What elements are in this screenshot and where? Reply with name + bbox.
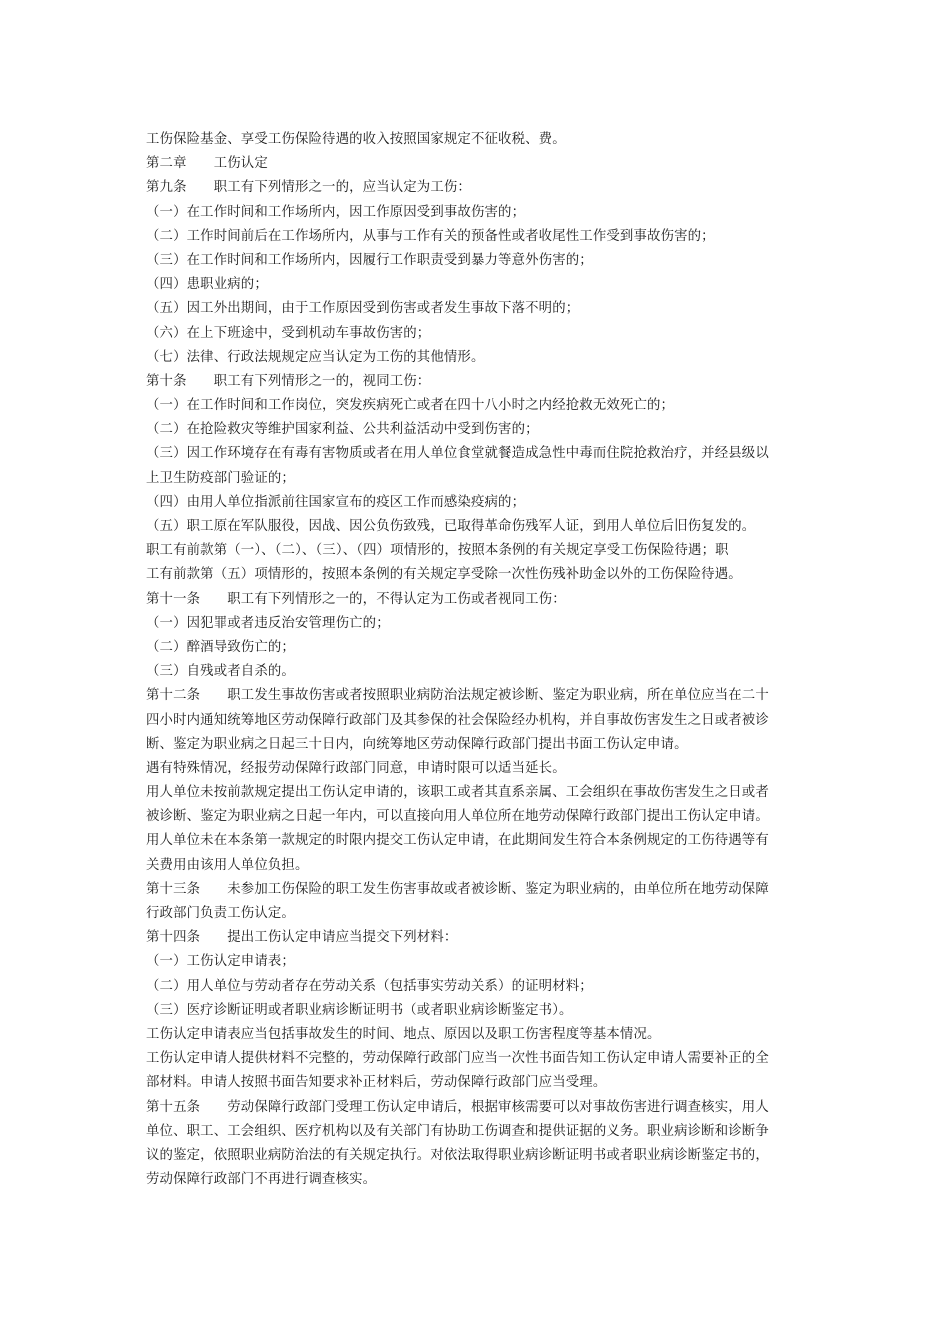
text-line: （二）在抢险救灾等维护国家利益、公共利益活动中受到伤害的； — [146, 422, 539, 438]
text-line: （三）在工作时间和工作场所内，因履行工作职责受到暴力等意外伤害的； — [146, 252, 593, 268]
text-line: 第十五条 劳动保障行政部门受理工伤认定申请后，根据审核需要可以对事故伤害进行调查核实，用人 — [146, 1099, 769, 1115]
text-line: （六）在上下班途中，受到机动车事故伤害的； — [146, 325, 431, 341]
text-line: 行政部门负责工伤认定。 — [146, 906, 295, 921]
text-line: 劳动保障行政部门不再进行调查核实。 — [146, 1172, 377, 1188]
text-line: 用人单位未在本条第一款规定的时限内提交工伤认定申请，在此期间发生符合本条例规定的工伤待遇等有 — [146, 833, 769, 849]
text-line: （二）用人单位与劳动者存在劳动关系（包括事实劳动关系）的证明材料； — [146, 978, 593, 994]
text-line: 部材料。申请人按照书面告知要求补正材料后，劳动保障行政部门应当受理。 — [146, 1075, 607, 1091]
text-line: 第二章 工伤认定 — [146, 156, 268, 172]
document-body — [146, 128, 810, 1192]
text-line: 第十条 职工有下列情形之一的，视同工伤： — [146, 373, 431, 389]
text-line: 第十一条 职工有下列情形之一的，不得认定为工伤或者视同工伤： — [146, 591, 566, 607]
text-line: 第十二条 职工发生事故伤害或者按照职业病防治法规定被诊断、鉴定为职业病，所在单位应当在二十 — [146, 688, 769, 704]
text-line: （一）在工作时间和工作岗位，突发疾病死亡或者在四十八小时之内经抢救无效死亡的； — [146, 398, 675, 414]
text-line: 上卫生防疫部门验证的； — [146, 470, 295, 486]
text-line: （一）工伤认定申请表； — [146, 954, 295, 970]
text-line: （三）因工作环境存在有毒有害物质或者在用人单位食堂就餐造成急性中毒而住院抢救治疗，并经县级以 — [146, 446, 769, 462]
text-line: 第十四条 提出工伤认定申请应当提交下列材料： — [146, 930, 458, 946]
text-line: 遇有特殊情况，经报劳动保障行政部门同意，申请时限可以适当延长。 — [146, 760, 566, 776]
text-line: （七）法律、行政法规规定应当认定为工伤的其他情形。 — [146, 349, 485, 365]
text-line: （五）因工外出期间，由于工作原因受到伤害或者发生事故下落不明的； — [146, 301, 580, 317]
text-line: 工伤认定申请人提供材料不完整的，劳动保障行政部门应当一次性书面告知工伤认定申请人需要补正的全 — [146, 1051, 769, 1067]
text-line: 被诊断、鉴定为职业病之日起一年内，可以直接向用人单位所在地劳动保障行政部门提出工伤认定申请。 — [146, 809, 769, 825]
text-line: 用人单位未按前款规定提出工伤认定申请的，该职工或者其直系亲属、工会组织在事故伤害发生之日或者 — [146, 785, 769, 801]
text-line: （三）自残或者自杀的。 — [146, 664, 295, 680]
text-line: 工有前款第（五）项情形的，按照本条例的有关规定享受除一次性伤残补助金以外的工伤保险待遇。 — [146, 567, 742, 583]
text-line: （二）醉酒导致伤亡的； — [146, 639, 295, 655]
text-line: （四）患职业病的； — [146, 277, 268, 293]
text-line: （四）由用人单位指派前往国家宣布的疫区工作而感染疫病的； — [146, 494, 526, 510]
text-line: （三）医疗诊断证明或者职业病诊断证明书（或者职业病诊断鉴定书）。 — [146, 1002, 573, 1018]
text-line: 职工有前款第（一）、（二）、（三）、（四）项情形的，按照本条例的有关规定享受工伤保险待遇；职 — [146, 543, 729, 559]
text-line: 关费用由该用人单位负担。 — [146, 857, 309, 873]
text-line: （五）职工原在军队服役，因战、因公负伤致残，已取得革命伤残军人证，到用人单位后旧伤复发的。 — [146, 519, 756, 534]
text-line: （一）在工作时间和工作场所内，因工作原因受到事故伤害的； — [146, 204, 526, 220]
text-line: 单位、职工、工会组织、医疗机构以及有关部门有协助工伤调查和提供证据的义务。职业病诊断和诊断争 — [146, 1123, 769, 1139]
text-line: 议的鉴定，依照职业病防治法的有关规定执行。对依法取得职业病诊断证明书或者职业病诊断鉴定书的， — [146, 1147, 769, 1163]
text-line: 断、鉴定为职业病之日起三十日内，向统筹地区劳动保障行政部门提出书面工伤认定申请。 — [146, 736, 688, 752]
text-line: 第十三条 未参加工伤保险的职工发生伤害事故或者被诊断、鉴定为职业病的，由单位所在地劳动保障 — [146, 881, 769, 897]
text-line: （一）因犯罪或者违反治安管理伤亡的； — [146, 615, 390, 631]
text-line: 四小时内通知统筹地区劳动保障行政部门及其参保的社会保险经办机构，并自事故伤害发生之日或者被诊 — [146, 712, 769, 728]
text-line: （二）工作时间前后在工作场所内，从事与工作有关的预备性或者收尾性工作受到事故伤害的； — [146, 228, 715, 244]
text-line: 工伤认定申请表应当包括事故发生的时间、地点、原因以及职工伤害程度等基本情况。 — [146, 1026, 661, 1042]
text-line: 第九条 职工有下列情形之一的，应当认定为工伤： — [146, 180, 471, 196]
text-line: 工伤保险基金、享受工伤保险待遇的收入按照国家规定不征收税、费。 — [146, 132, 566, 147]
